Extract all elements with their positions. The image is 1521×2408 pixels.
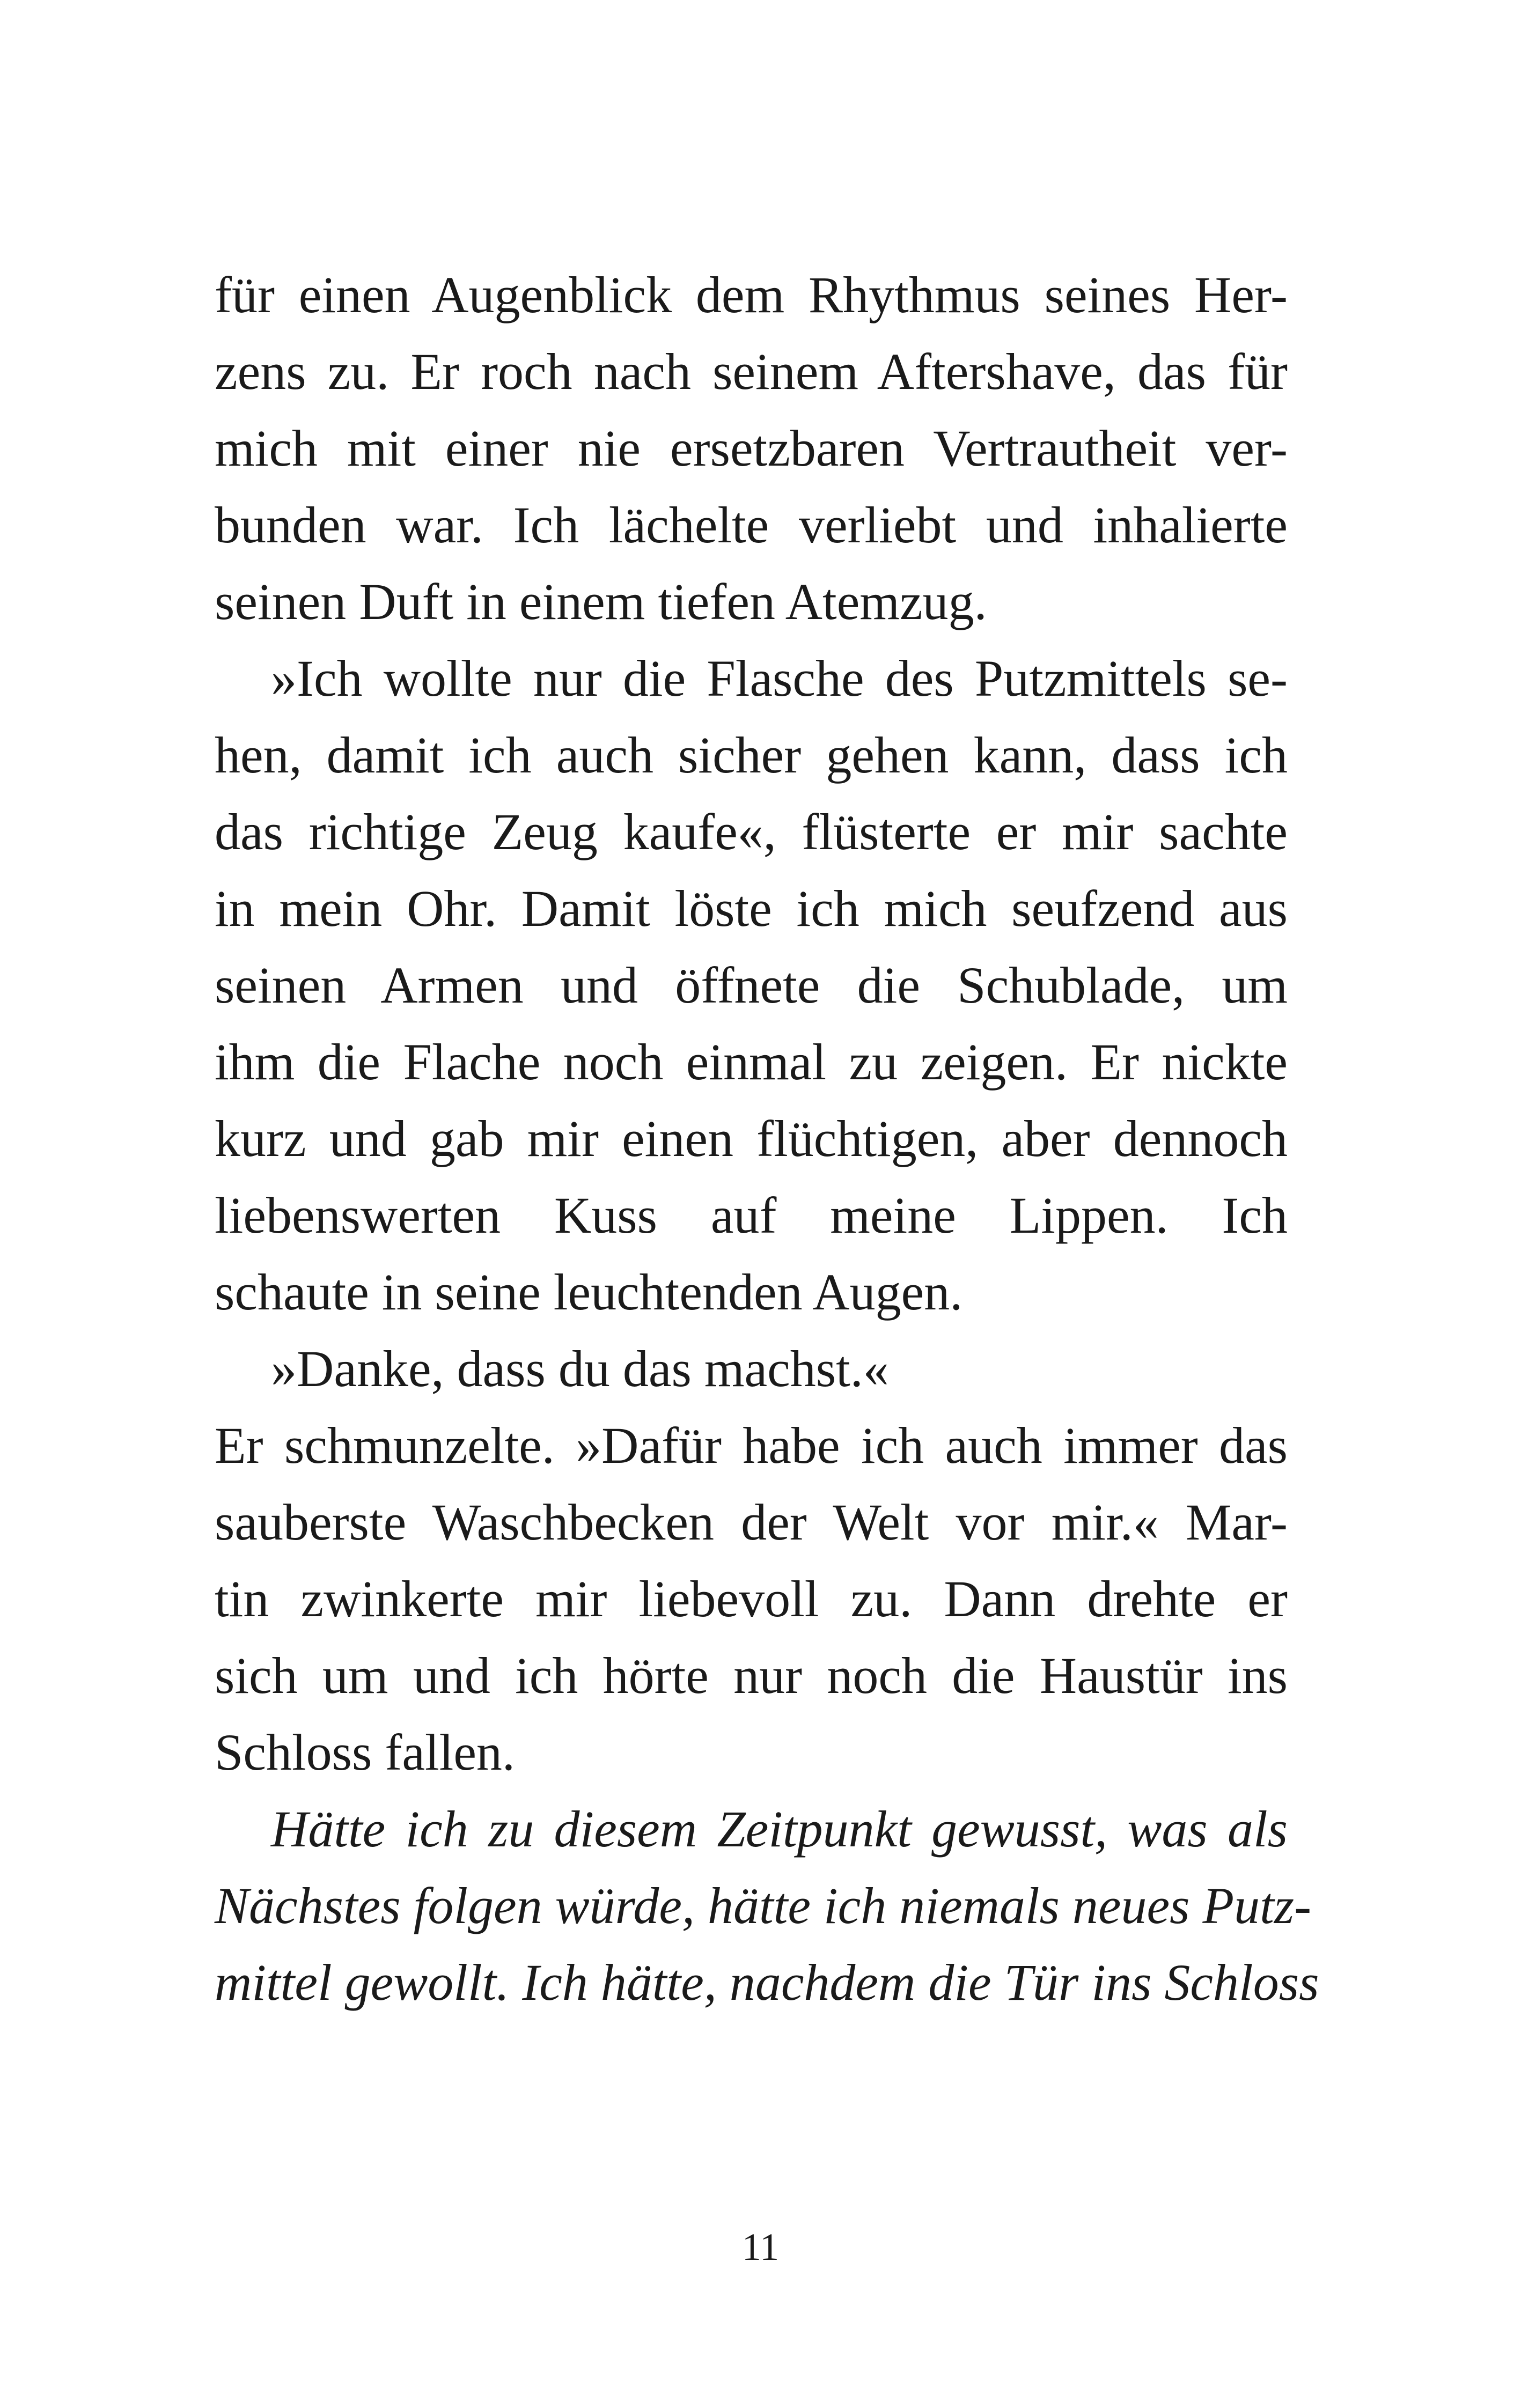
page-number: 11 xyxy=(741,2226,780,2269)
text-line: kurz und gab mir einen flüchtigen, aber dennoch xyxy=(215,1110,1288,1167)
text-line: sich um und ich hörte nur noch die Haustür ins xyxy=(215,1647,1288,1704)
text-line: »Ich wollte nur die Flasche des Putzmittels se- xyxy=(271,650,1288,707)
text-line: mich mit einer nie ersetzbaren Vertrautheit ver- xyxy=(215,419,1288,477)
text-line: bunden war. Ich lächelte verliebt und inhalierte xyxy=(215,496,1288,554)
text-line: seinen Duft in einem tiefen Atemzug. xyxy=(215,573,987,630)
text-line: liebenswerten Kuss auf meine Lippen. Ich xyxy=(215,1187,1288,1244)
text-line: seinen Armen und öffnete die Schublade, um xyxy=(215,956,1288,1014)
text-line: Er schmunzelte. »Dafür habe ich auch immer das xyxy=(215,1417,1288,1474)
text-line: in mein Ohr. Damit löste ich mich seufzend aus xyxy=(215,880,1288,937)
text-line: für einen Augenblick dem Rhythmus seines Her- xyxy=(215,266,1288,323)
text-line: hen, damit ich auch sicher gehen kann, dass ich xyxy=(215,726,1288,784)
text-line-italic: mittel gewollt. Ich hätte, nachdem die Tür ins Schloss xyxy=(215,1954,1319,2011)
text-line: sauberste Waschbecken der Welt vor mir.« Mar- xyxy=(215,1493,1288,1551)
text-line: tin zwinkerte mir liebevoll zu. Dann drehte er xyxy=(215,1570,1288,1628)
text-line: ihm die Flache noch einmal zu zeigen. Er nickte xyxy=(215,1033,1288,1091)
text-line: das richtige Zeug kaufe«, flüsterte er mir sachte xyxy=(215,803,1288,860)
text-line: zens zu. Er roch nach seinem Aftershave, das für xyxy=(215,343,1288,400)
text-line-italic: Hätte ich zu diesem Zeitpunkt gewusst, was als xyxy=(271,1800,1288,1858)
body-text xyxy=(215,256,1319,2021)
text-line: schaute in seine leuchtenden Augen. xyxy=(215,1263,963,1321)
text-line: Schloss fallen. xyxy=(215,1724,515,1781)
text-line: »Danke, dass du das machst.« xyxy=(271,1340,889,1397)
text-line-italic: Nächstes folgen würde, hätte ich niemals neues Putz- xyxy=(215,1877,1312,1934)
